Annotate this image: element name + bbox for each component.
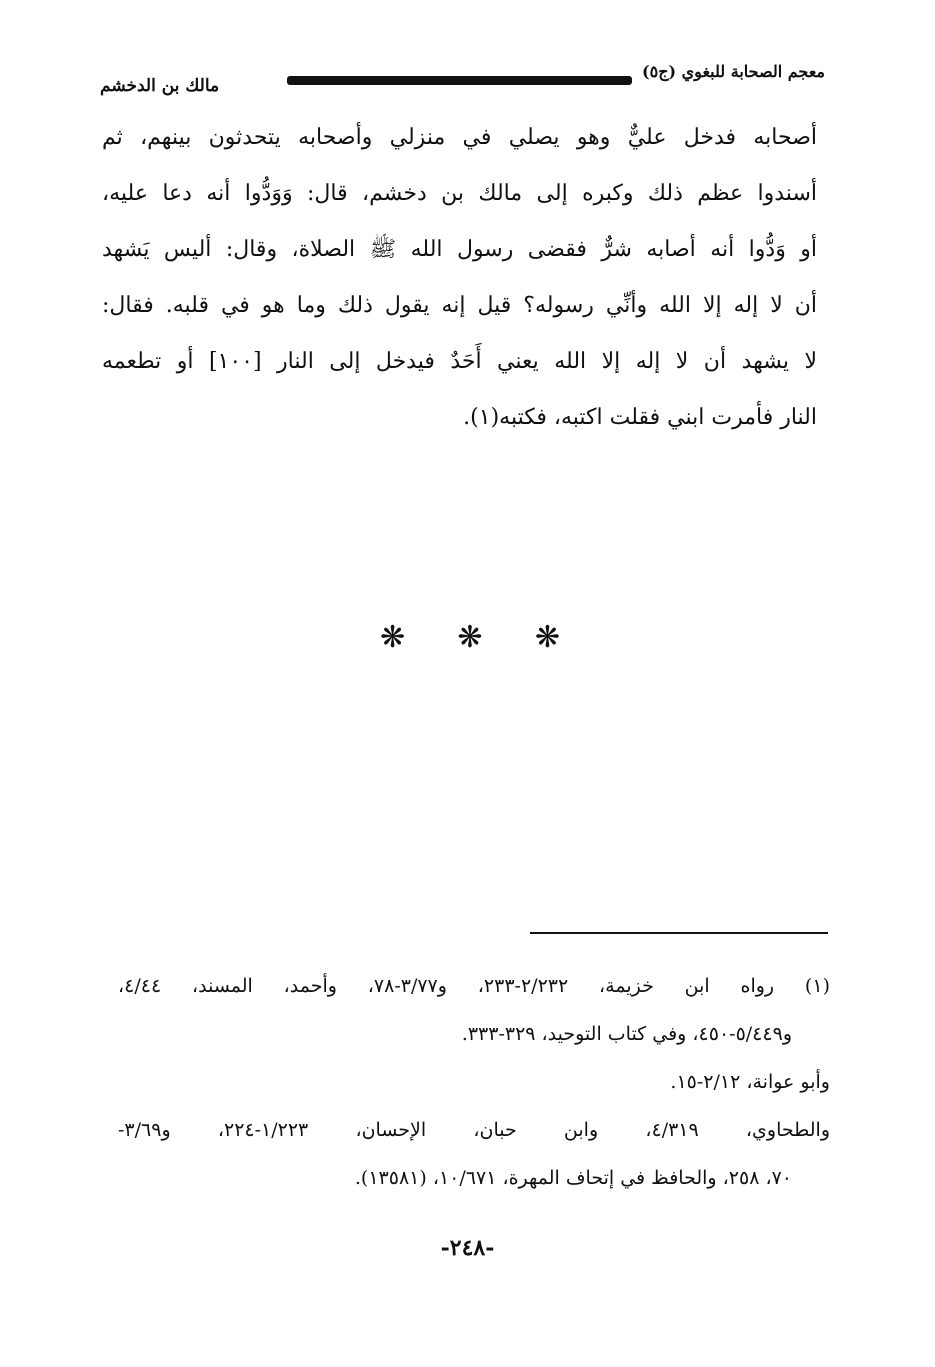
header-rule: [287, 76, 632, 85]
footnote-line: والطحاوي، ٤/٣١٩، وابن حبان، الإحسان، ١/٢٢٣-٢٢٤، و٣/٦٩-: [118, 1119, 830, 1141]
star-ornament-icon: ❋: [534, 620, 560, 655]
text-line: أن لا إله إلا الله وأنِّي رسوله؟ قيل إنه يقول ذلك وما هو في قلبه. فقال:: [102, 293, 818, 318]
footnote-line: و٥/٤٤٩-٤٥٠، وفي كتاب التوحيد، ٣٢٩-٣٣٣.: [461, 1023, 792, 1045]
running-header-left: مالك بن الدخشم: [100, 76, 220, 96]
star-ornament-icon: ❋: [457, 620, 483, 655]
running-header-right: معجم الصحابة للبغوي (ج٥): [642, 62, 825, 81]
footnote-line: ٧٠، ٢٥٨، والحافظ في إتحاف المهرة، ١٠/٦٧١، (١٣٥٨١).: [354, 1167, 792, 1189]
star-ornament-icon: ❋: [380, 620, 406, 655]
main-text: [102, 110, 817, 446]
footnote-separator: [530, 932, 828, 934]
footnote-line: (١) رواه ابن خزيمة، ٢/٢٣٢-٢٣٣، و٣/٧٧-٧٨، وأحمد، المسند، ٤/٤٤،: [118, 975, 830, 997]
footnote-line: وأبو عوانة، ٢/١٢-١٥.: [670, 1071, 830, 1093]
text-line: لا يشهد أن لا إله إلا الله يعني أَحَدٌ فيدخل إلى النار [١٠٠] أو تطعمه: [102, 349, 817, 374]
text-line: أسندوا عظم ذلك وكبره إلى مالك بن دخشم، قال: وَوَدُّوا أنه دعا عليه،: [102, 181, 817, 206]
text-line: النار فأمرت ابني فقلت اكتبه، فكتبه(١).: [463, 405, 817, 430]
footnotes: [118, 962, 830, 1202]
section-divider: [380, 620, 560, 655]
page-number: -٢٤٨-: [440, 1235, 495, 1261]
text-line: أصحابه فدخل عليٌّ وهو يصلي في منزلي وأصحابه يتحدثون بينهم، ثم: [102, 125, 817, 150]
text-line: أو وَدُّوا أنه أصابه شرٌّ فقضى رسول الله ﷺ الصلاة، وقال: أليس يَشهد: [102, 237, 817, 262]
